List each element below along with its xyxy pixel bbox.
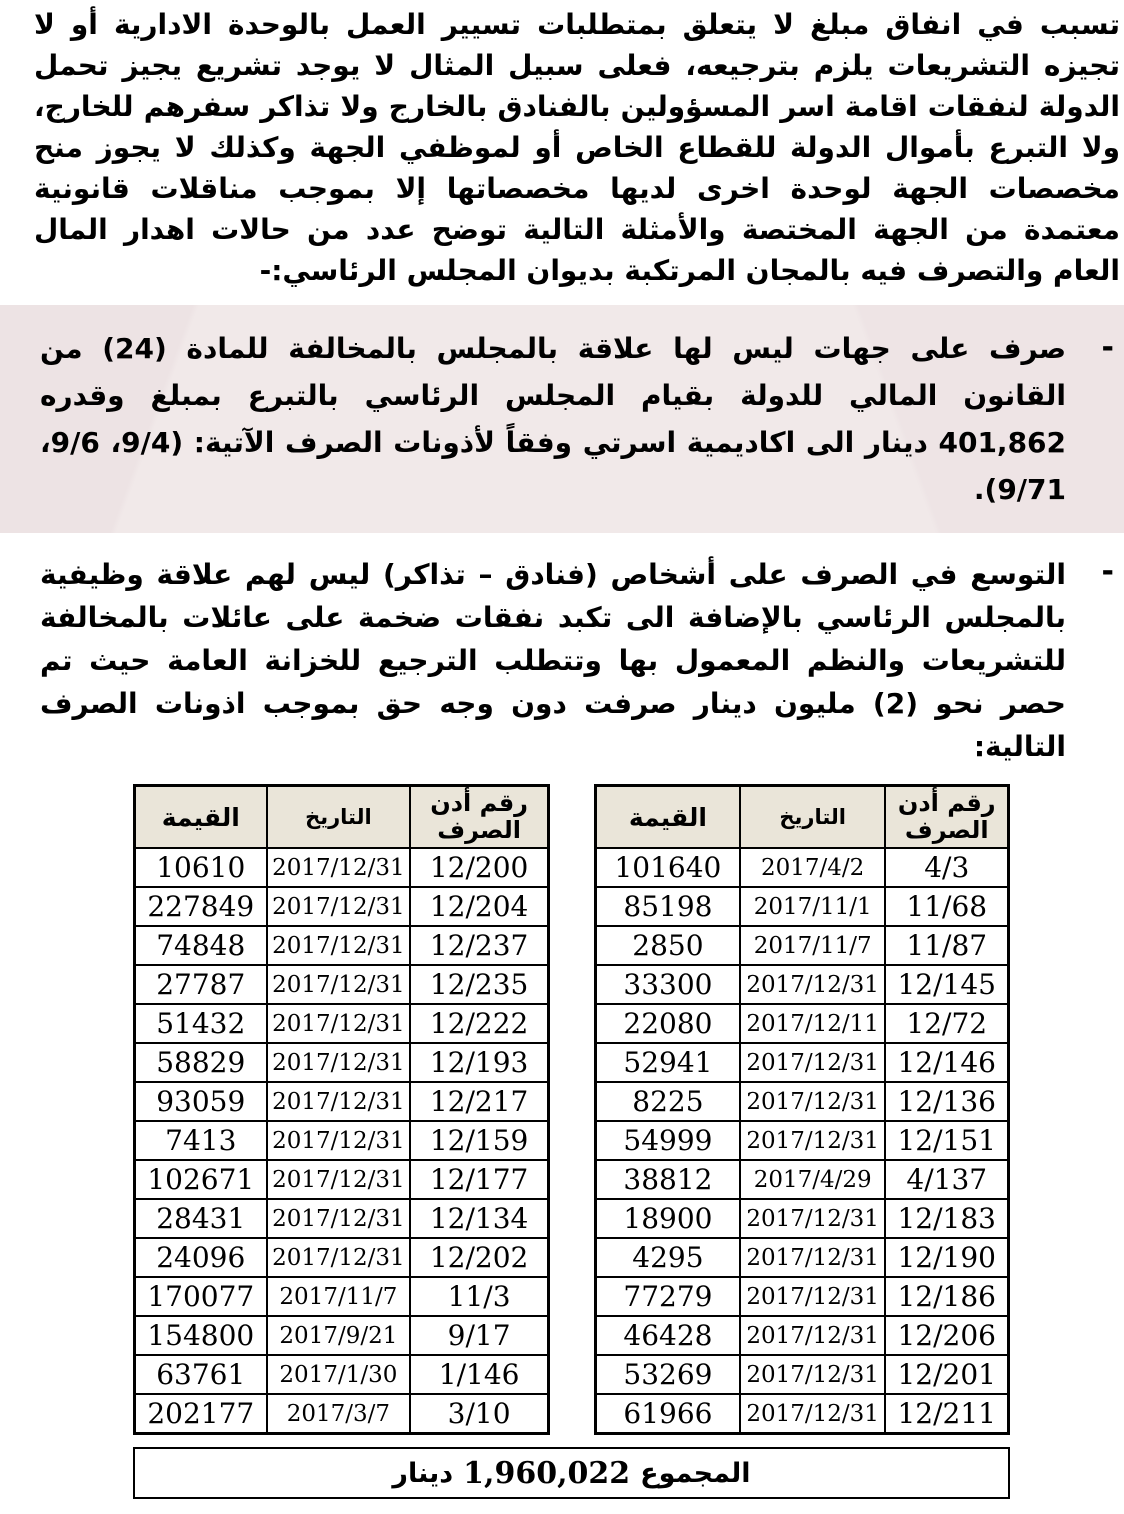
- cell-value: 33300: [596, 965, 740, 1004]
- cell-date: 2017/12/31: [267, 926, 411, 965]
- cell-date: 2017/11/7: [740, 926, 886, 965]
- cell-voucher-no: 11/68: [885, 887, 1008, 926]
- table-row: [135, 1355, 549, 1394]
- table-row: [135, 965, 549, 1004]
- table-row: [135, 848, 549, 887]
- table-row: [596, 887, 1009, 926]
- cell-date: 2017/12/31: [740, 1316, 886, 1355]
- cell-value: 202177: [135, 1394, 267, 1434]
- cell-voucher-no: 12/177: [410, 1160, 548, 1199]
- cell-value: 53269: [596, 1355, 740, 1394]
- cell-voucher-no: 11/3: [410, 1277, 548, 1316]
- cell-date: 2017/11/7: [267, 1277, 411, 1316]
- total-label: المجموع: [640, 1457, 751, 1489]
- cell-date: 2017/12/31: [267, 887, 411, 926]
- table-row: [596, 848, 1009, 887]
- table-row: [135, 1277, 549, 1316]
- table-row: [135, 1199, 549, 1238]
- header-value: القيمة: [596, 786, 740, 849]
- cell-value: 93059: [135, 1082, 267, 1121]
- bullet-expense-expansion: [0, 553, 1124, 768]
- table-header-row: [135, 786, 549, 849]
- cell-voucher-no: 12/237: [410, 926, 548, 965]
- cell-voucher-no: 12/145: [885, 965, 1008, 1004]
- cell-value: 54999: [596, 1121, 740, 1160]
- cell-date: 2017/12/31: [267, 1004, 411, 1043]
- cell-voucher-no: 12/146: [885, 1043, 1008, 1082]
- cell-value: 46428: [596, 1316, 740, 1355]
- cell-date: 2017/1/30: [267, 1355, 411, 1394]
- cell-voucher-no: 3/10: [410, 1394, 548, 1434]
- cell-voucher-no: 11/87: [885, 926, 1008, 965]
- cell-date: 2017/12/31: [267, 1043, 411, 1082]
- table-row: [135, 1316, 549, 1355]
- cell-value: 63761: [135, 1355, 267, 1394]
- cell-value: 8225: [596, 1082, 740, 1121]
- table-row: [596, 1199, 1009, 1238]
- cell-date: 2017/12/31: [267, 1199, 411, 1238]
- bullet-donation-violation-text: صرف على جهات ليس لها علاقة بالمجلس بالمخالفة للمادة (24) من القانون المالي للدولة بقيام المجلس الرئاسي بالتبرع بمبلغ وقدره 401,862 دينار الى اكاديمية اسرتي وفقاً لأذونات الصرف الآتية: (9/4، 9/6، 9/71).: [40, 332, 1067, 506]
- cell-voucher-no: 4/137: [885, 1160, 1008, 1199]
- cell-value: 24096: [135, 1238, 267, 1277]
- bullet-dash: -: [1101, 330, 1114, 365]
- cell-voucher-no: 12/72: [885, 1004, 1008, 1043]
- cell-date: 2017/12/31: [267, 848, 411, 887]
- cell-value: 61966: [596, 1394, 740, 1434]
- cell-voucher-no: 12/183: [885, 1199, 1008, 1238]
- header-date: التاريخ: [267, 786, 411, 849]
- voucher-table-first: [594, 784, 1010, 1435]
- cell-voucher-no: 12/151: [885, 1121, 1008, 1160]
- cell-voucher-no: 12/235: [410, 965, 548, 1004]
- cell-voucher-no: 12/200: [410, 848, 548, 887]
- bullet-dash: -: [1101, 554, 1114, 589]
- table-header-row: [596, 786, 1009, 849]
- cell-voucher-no: 12/193: [410, 1043, 548, 1082]
- cell-value: 7413: [135, 1121, 267, 1160]
- table-row: [135, 1043, 549, 1082]
- cell-value: 27787: [135, 965, 267, 1004]
- cell-date: 2017/4/29: [740, 1160, 886, 1199]
- table-row: [596, 1121, 1009, 1160]
- cell-value: 10610: [135, 848, 267, 887]
- cell-voucher-no: 12/206: [885, 1316, 1008, 1355]
- total-value: 1,960,022: [463, 1455, 631, 1491]
- table-row: [596, 1316, 1009, 1355]
- table-row: [596, 1043, 1009, 1082]
- intro-paragraph: تسبب في انفاق مبلغ لا يتعلق بمتطلبات تسيير العمل بالوحدة الادارية أو لا تجيزه التشريعات يلزم بترجيعه، فعلى سبيل المثال لا يوجد تشريع يجيز تحمل الدولة لنفقات اقامة اسر المسؤولين بالفنادق بالخارج ولا تذاكر سفرهم للخارج، ولا التبرع بأموال الدولة للقطاع الخاص أو لموظفي الجهة وكذلك لا يجوز منح مخصصات الجهة لوحدة اخرى لديها مخصصاتها إلا بموجب مناقلات قانونية معتمدة من الجهة المختصة والأمثلة التالية توضح عدد من حالات اهدار المال العام والتصرف فيه بالمجان المرتكبة بديوان المجلس الرئاسي:-: [34, 8, 1120, 287]
- cell-value: 227849: [135, 887, 267, 926]
- voucher-tables: [133, 784, 1010, 1435]
- cell-date: 2017/12/31: [740, 1238, 886, 1277]
- cell-date: 2017/12/31: [740, 1082, 886, 1121]
- total-currency: دينار: [392, 1457, 454, 1489]
- voucher-table-second: [133, 784, 550, 1435]
- cell-date: 2017/9/21: [267, 1316, 411, 1355]
- cell-date: 2017/12/31: [740, 1277, 886, 1316]
- cell-voucher-no: 12/134: [410, 1199, 548, 1238]
- cell-value: 154800: [135, 1316, 267, 1355]
- cell-value: 58829: [135, 1043, 267, 1082]
- cell-value: 4295: [596, 1238, 740, 1277]
- header-value: القيمة: [135, 786, 267, 849]
- cell-value: 2850: [596, 926, 740, 965]
- cell-voucher-no: 12/217: [410, 1082, 548, 1121]
- cell-value: 52941: [596, 1043, 740, 1082]
- cell-date: 2017/12/31: [740, 1355, 886, 1394]
- table-row: [135, 887, 549, 926]
- table-row: [135, 1004, 549, 1043]
- cell-value: 28431: [135, 1199, 267, 1238]
- cell-value: 85198: [596, 887, 740, 926]
- cell-date: 2017/12/31: [267, 1121, 411, 1160]
- cell-value: 170077: [135, 1277, 267, 1316]
- cell-voucher-no: 12/211: [885, 1394, 1008, 1434]
- cell-voucher-no: 12/136: [885, 1082, 1008, 1121]
- header-voucher-no: رقم أدن الصرف: [410, 786, 548, 849]
- cell-voucher-no: 1/146: [410, 1355, 548, 1394]
- cell-date: 2017/12/31: [267, 1082, 411, 1121]
- cell-date: 2017/12/31: [740, 1043, 886, 1082]
- total-bar: [133, 1447, 1010, 1499]
- cell-voucher-no: 12/204: [410, 887, 548, 926]
- cell-voucher-no: 12/190: [885, 1238, 1008, 1277]
- header-voucher-no: رقم أدن الصرف: [885, 786, 1008, 849]
- cell-date: 2017/12/31: [740, 1199, 886, 1238]
- cell-date: 2017/3/7: [267, 1394, 411, 1434]
- cell-value: 51432: [135, 1004, 267, 1043]
- cell-voucher-no: 4/3: [885, 848, 1008, 887]
- table-row: [596, 1238, 1009, 1277]
- table-row: [596, 965, 1009, 1004]
- cell-date: 2017/4/2: [740, 848, 886, 887]
- cell-value: 74848: [135, 926, 267, 965]
- table-row: [135, 1121, 549, 1160]
- table-row: [596, 1355, 1009, 1394]
- cell-voucher-no: 12/159: [410, 1121, 548, 1160]
- cell-voucher-no: 12/186: [885, 1277, 1008, 1316]
- cell-voucher-no: 12/222: [410, 1004, 548, 1043]
- cell-date: 2017/12/31: [740, 1121, 886, 1160]
- table-row: [596, 1277, 1009, 1316]
- header-date: التاريخ: [740, 786, 886, 849]
- cell-date: 2017/11/1: [740, 887, 886, 926]
- cell-voucher-no: 12/202: [410, 1238, 548, 1277]
- bullet-donation-violation: [0, 305, 1124, 533]
- table-row: [135, 1394, 549, 1434]
- table-row: [596, 926, 1009, 965]
- cell-value: 38812: [596, 1160, 740, 1199]
- cell-value: 22080: [596, 1004, 740, 1043]
- cell-voucher-no: 9/17: [410, 1316, 548, 1355]
- table-row: [596, 1160, 1009, 1199]
- table-row: [135, 1160, 549, 1199]
- table-row: [596, 1004, 1009, 1043]
- cell-value: 18900: [596, 1199, 740, 1238]
- cell-date: 2017/12/31: [740, 965, 886, 1004]
- cell-value: 101640: [596, 848, 740, 887]
- document-page: [0, 4, 1124, 1514]
- cell-date: 2017/12/31: [740, 1394, 886, 1434]
- bullet-expense-expansion-text: التوسع في الصرف على أشخاص (فنادق – تذاكر) ليس لهم علاقة وظيفية بالمجلس الرئاسي بالإضافة الى تكبد نفقات ضخمة على عائلات بالمخالفة للتشريعات والنظم المعمول بها وتتطلب الترجيع للخزانة العامة حيث تم حصر نحو (2) مليون دينار صرفت دون وجه حق بموجب اذونات الصرف التالية:: [40, 558, 1066, 763]
- cell-date: 2017/12/31: [267, 965, 411, 1004]
- cell-value: 77279: [596, 1277, 740, 1316]
- table-row: [135, 1082, 549, 1121]
- table-row: [135, 926, 549, 965]
- cell-date: 2017/12/11: [740, 1004, 886, 1043]
- cell-date: 2017/12/31: [267, 1238, 411, 1277]
- cell-voucher-no: 12/201: [885, 1355, 1008, 1394]
- cell-date: 2017/12/31: [267, 1160, 411, 1199]
- table-row: [596, 1082, 1009, 1121]
- table-row: [596, 1394, 1009, 1434]
- cell-value: 102671: [135, 1160, 267, 1199]
- table-row: [135, 1238, 549, 1277]
